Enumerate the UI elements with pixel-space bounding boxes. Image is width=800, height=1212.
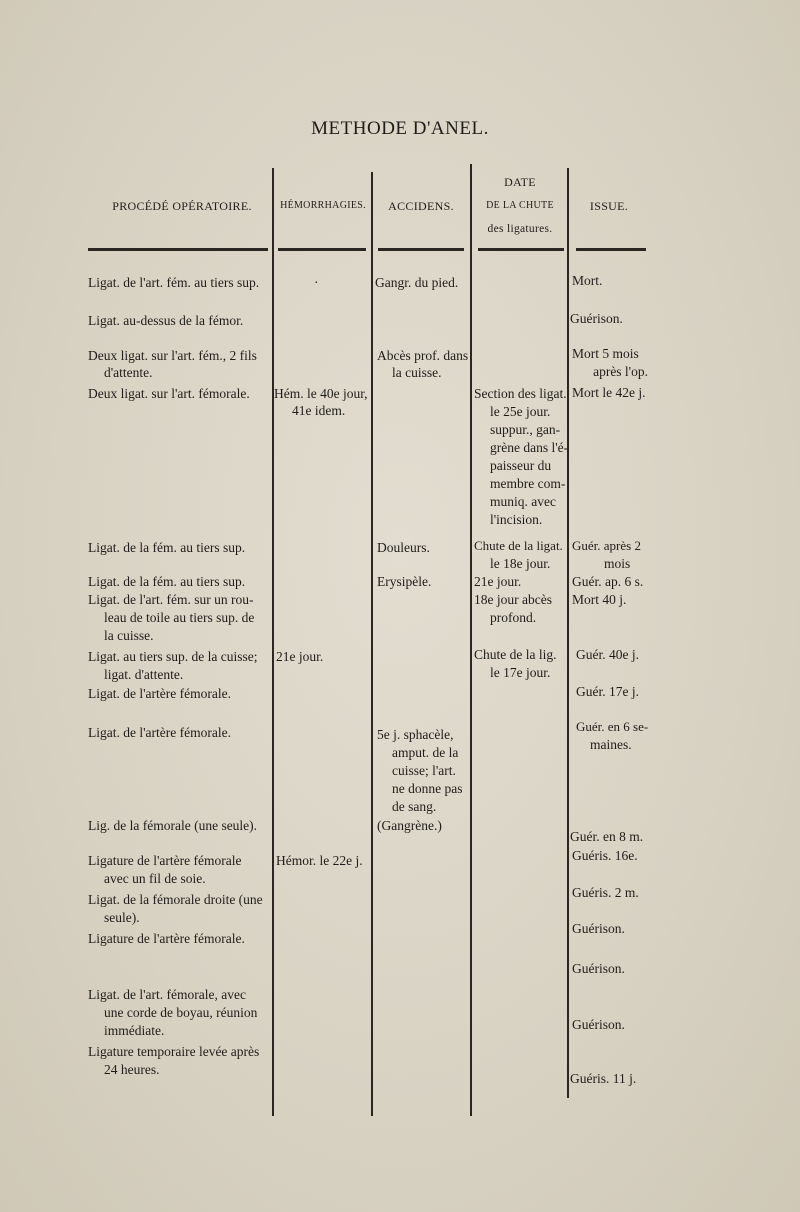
date-cell: 21e jour. [474, 574, 522, 589]
date-cell: l'incision. [490, 512, 543, 527]
header-date-line2: DE LA CHUTE [486, 200, 554, 211]
issue-cell: mois [604, 556, 631, 571]
procede-cell: Deux ligat. sur l'art. fém., 2 fils [88, 348, 257, 363]
date-cell: muniq. avec [490, 494, 556, 509]
accidens-cell: (Gangrène.) [377, 818, 442, 833]
header-rule-procede [88, 248, 268, 251]
hemorrhagies-cell: 21e jour. [276, 649, 324, 664]
issue-cell: Guérison. [572, 921, 625, 936]
accidens-cell: Erysipèle. [377, 574, 432, 589]
procede-cell: Lig. de la fémorale (une seule). [88, 818, 258, 833]
hemorrhagies-cell: Hémor. le 22e j. [276, 853, 363, 868]
accidens-cell: Gangr. du pied. [375, 275, 459, 290]
issue-cell: Mort 5 mois [572, 346, 639, 361]
date-cell: Chute de la lig. [474, 647, 557, 662]
procede-cell: seule). [104, 910, 140, 925]
date-cell: paisseur du [490, 458, 552, 473]
issue-cell: Mort. [572, 273, 603, 288]
issue-cell: Guér. 40e j. [576, 647, 639, 662]
procede-cell: Ligat. de l'art. fém. au tiers sup. [88, 275, 260, 290]
procede-cell: Ligat. de l'artère fémorale. [88, 725, 231, 740]
column-rule-4 [567, 168, 569, 1098]
accidens-cell: Douleurs. [377, 540, 430, 555]
header-accidens: ACCIDENS. [388, 199, 454, 213]
date-cell: le 17e jour. [490, 665, 551, 680]
procede-cell: Ligat. au-dessus de la fémor. [88, 313, 244, 328]
issue-cell: Guérison. [572, 961, 625, 976]
procede-cell: Deux ligat. sur l'art. fémorale. [88, 386, 250, 401]
procede-cell: leau de toile au tiers sup. de [104, 610, 255, 625]
column-rule-2 [371, 172, 373, 1116]
procede-cell: la cuisse. [104, 628, 154, 643]
accidens-cell: amput. de la [392, 745, 459, 760]
procede-cell: une corde de boyau, réunion [104, 1005, 258, 1020]
header-date-line1: DATE [504, 175, 536, 189]
issue-cell: Guéris. 2 m. [572, 885, 639, 900]
issue-cell: Guéris. 16e. [572, 848, 638, 863]
procede-cell: Ligat. de la fém. au tiers sup. [88, 540, 246, 555]
procede-cell: Ligat. de l'artère fémorale. [88, 686, 231, 701]
page-title: METHODE D'ANEL. [311, 118, 489, 139]
issue-cell: Mort 40 j. [572, 592, 627, 607]
procede-cell: Ligature de l'artère fémorale [88, 853, 242, 868]
header-rule-date [478, 248, 564, 251]
hemorrhagies-cell: Hém. le 40e jour, [274, 386, 368, 401]
procede-cell: Ligat. de la fém. au tiers sup. [88, 574, 246, 589]
header-rule-hemorrhagies [278, 248, 366, 251]
procede-cell: Ligat. de la fémorale droite (une [88, 892, 263, 907]
issue-cell: Guér. 17e j. [576, 684, 639, 699]
header-procede: PROCÉDÉ OPÉRATOIRE. [112, 199, 252, 213]
issue-cell: Guér. en 8 m. [570, 829, 644, 844]
accidens-cell: la cuisse. [392, 365, 442, 380]
procede-cell: Ligat. de l'art. fém. sur un rou- [88, 592, 254, 607]
accidens-cell: 5e j. sphacèle, [377, 727, 454, 742]
header-issue: ISSUE. [589, 199, 629, 213]
date-cell: grène dans l'é- [490, 440, 569, 455]
hemorrhagies-cell: · [314, 275, 319, 290]
accidens-cell: cuisse; l'art. [392, 763, 456, 778]
header-hemorrhagies: HÉMORRHAGIES. [280, 200, 366, 211]
procede-cell: immédiate. [104, 1023, 165, 1038]
column-rule-3 [470, 164, 472, 1116]
issue-cell: Guérison. [570, 311, 623, 326]
hemorrhagies-cell: 41e idem. [292, 403, 346, 418]
issue-cell: Guéris. 11 j. [570, 1071, 637, 1086]
date-cell: Chute de la ligat. [474, 538, 563, 553]
accidens-cell: de sang. [392, 799, 437, 814]
procede-cell: Ligature de l'artère fémorale. [88, 931, 245, 946]
issue-cell: après l'op. [593, 364, 648, 379]
issue-cell: Guérison. [572, 1017, 625, 1032]
date-cell: profond. [490, 610, 537, 625]
date-cell: 18e jour abcès [474, 592, 552, 607]
procede-cell: Ligat. de l'art. fémorale, avec [88, 987, 246, 1002]
procede-cell: Ligature temporaire levée après [88, 1044, 260, 1059]
column-rule-1 [272, 168, 274, 1116]
header-rule-issue [576, 248, 646, 251]
procede-cell: Ligat. au tiers sup. de la cuisse; [88, 649, 258, 664]
accidens-cell: Abcès prof. dans [377, 348, 469, 363]
date-cell: suppur., gan- [490, 422, 561, 437]
issue-cell: Guér. ap. 6 s. [572, 574, 644, 589]
procede-cell: d'attente. [104, 365, 153, 380]
accidens-cell: ne donne pas [392, 781, 463, 796]
date-cell: le 18e jour. [490, 556, 551, 571]
issue-cell: maines. [590, 737, 632, 752]
date-cell: le 25e jour. [490, 404, 551, 419]
date-cell: Section des ligat. [474, 386, 567, 401]
header-rule-accidens [378, 248, 464, 251]
procede-cell: 24 heures. [104, 1062, 160, 1077]
issue-cell: Guér. après 2 [572, 538, 641, 553]
header-date-line3: des ligatures. [487, 223, 553, 235]
procede-cell: avec un fil de soie. [104, 871, 206, 886]
procede-cell: ligat. d'attente. [104, 667, 184, 682]
issue-cell: Guér. en 6 se- [576, 719, 649, 734]
issue-cell: Mort le 42e j. [572, 385, 646, 400]
date-cell: membre com- [490, 476, 566, 491]
